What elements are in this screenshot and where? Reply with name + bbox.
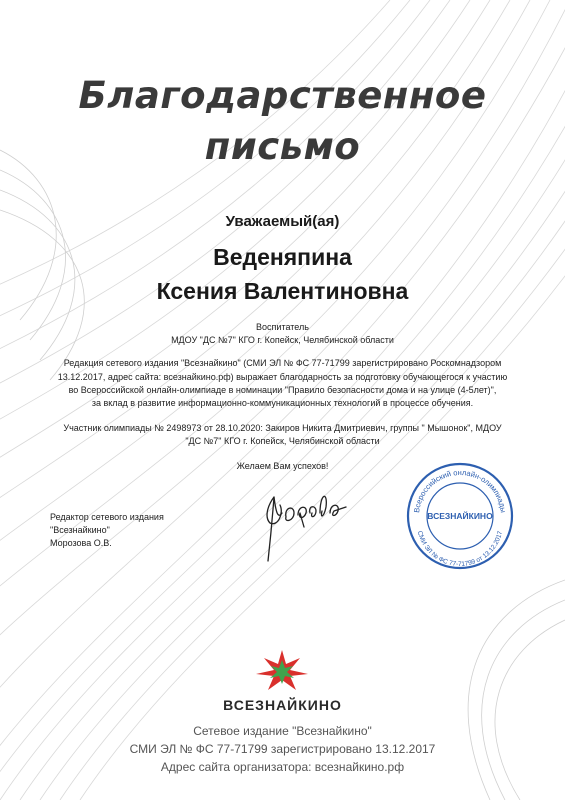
stamp-top-text: Всероссийский онлайн-олимпиады <box>412 467 508 514</box>
stamp-bottom-text: СМИ ЭЛ № ФС 77-71799 от 13.12.2017 <box>415 530 505 568</box>
editor-publication: "Всезнайкино" <box>50 525 110 535</box>
editor-name: Морозова О.В. <box>50 538 112 548</box>
title-line-2: письмо <box>204 125 361 168</box>
handwritten-signature <box>250 483 350 563</box>
body-text-line: 13.12.2017, адрес сайта: всезнайкино.рф) выражает благодарность за подготовку обучающегося к участию <box>57 372 508 382</box>
participant-text-line: Участник олимпиады № 2498973 от 28.10.2020: Закиров Никита Дмитриевич, группы " Мышонок", МДОУ <box>63 423 502 433</box>
editor-title: Редактор сетевого издания <box>50 512 164 522</box>
brand-name: ВСЕЗНАЙКИНО <box>223 697 342 713</box>
footer-publication: Сетевое издание "Всезнайкино" <box>193 724 372 738</box>
greeting: Уважаемый(ая) <box>225 213 340 230</box>
recipient-surname: Веденяпина <box>213 244 352 270</box>
svg-text:Всероссийский онлайн-олимпиады <box>412 468 508 513</box>
recipient-organization: МДОУ "ДС №7" КГО г. Копейск, Челябинской области <box>171 335 394 345</box>
organization-stamp <box>405 461 515 571</box>
wish-text: Желаем Вам успехов! <box>236 461 329 471</box>
footer-website: Адрес сайта организатора: всезнайкино.рф <box>160 760 405 774</box>
recipient-given-names: Ксения Валентиновна <box>156 278 409 304</box>
body-text-line: Редакция сетевого издания "Всезнайкино" (СМИ ЭЛ № ФС 77-71799 зарегистрировано Роскомнадзором <box>63 358 502 368</box>
recipient-position: Воспитатель <box>256 322 309 332</box>
participant-text-line: "ДС №7" КГО г. Копейск, Челябинской области <box>185 436 380 446</box>
footer-registration: СМИ ЭЛ № ФС 77-71799 зарегистрировано 13.12.2017 <box>129 742 436 756</box>
body-text-line: за вклад в развитие информационно-коммуникационных технологий в процессе обучения. <box>91 398 474 408</box>
title-line-1: Благодарственное <box>78 74 487 117</box>
stamp-center-text: ВСЕЗНАЙКИНО <box>427 511 493 521</box>
body-text-line: во Всероссийской онлайн-олимпиаде в номинации "Правило безопасности дома и на улице (4-5лет)", <box>68 385 497 395</box>
vseznaykino-star-logo-icon <box>252 648 312 694</box>
